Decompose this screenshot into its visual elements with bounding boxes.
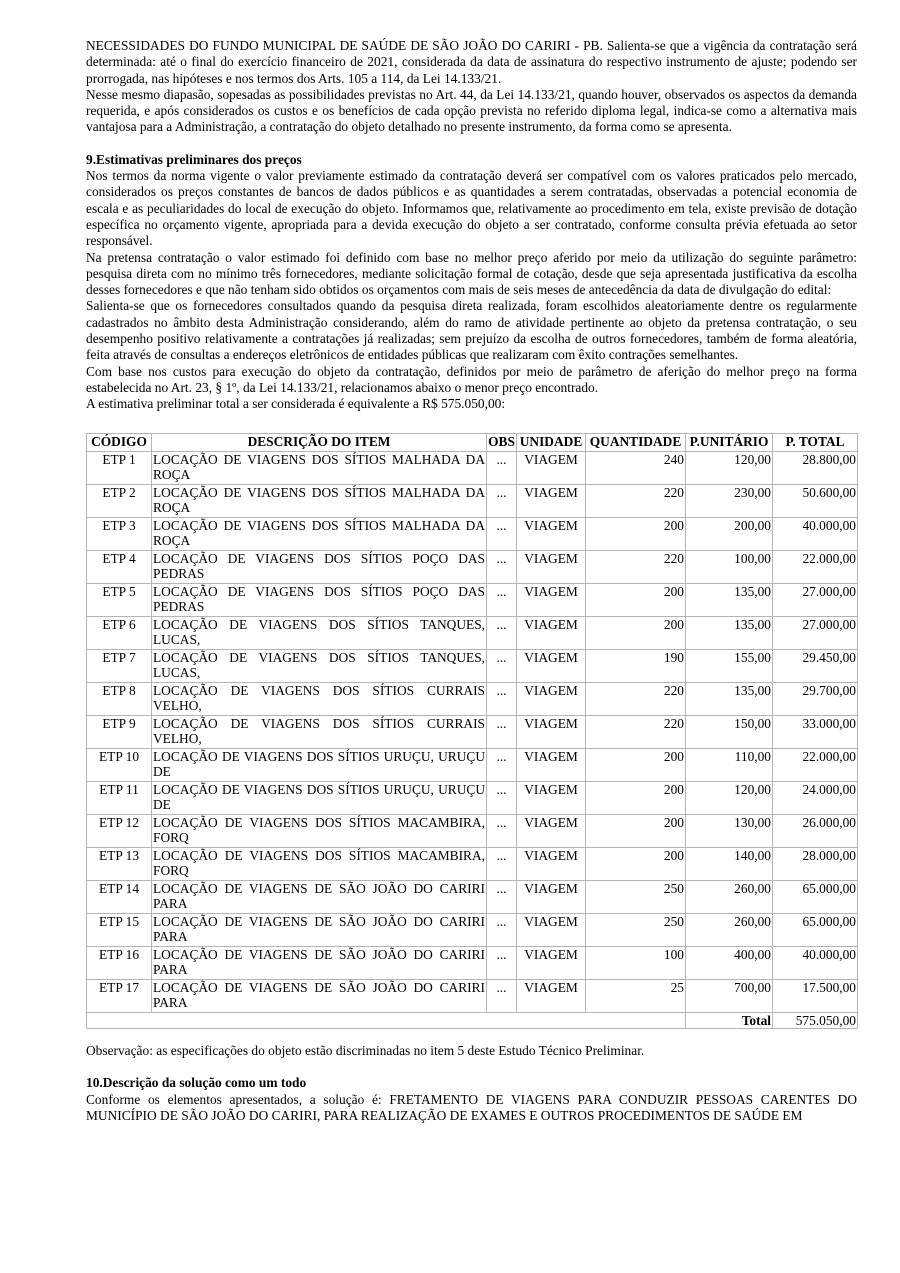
cell-unitario: 120,00	[686, 451, 773, 484]
cell-obs: ...	[487, 946, 517, 979]
cell-quantidade: 250	[586, 880, 686, 913]
table-row	[87, 583, 858, 616]
cell-total: 27.000,00	[773, 583, 858, 616]
cell-descricao: LOCAÇÃO DE VIAGENS DOS SÍTIOS URUÇU, URUÇU DE	[153, 781, 485, 813]
table-header-row	[87, 433, 858, 451]
cell-codigo: ETP 7	[87, 649, 152, 682]
intro-paragraph-1: NECESSIDADES DO FUNDO MUNICIPAL DE SAÚDE DE SÃO JOÃO DO CARIRI - PB. Salienta-se que a vigência da contratação será determinada: até o final do exercício financeiro de 2021, considerada da data de assinatura do respectivo instrumento de ajuste; podendo ser prorrogada, nas hipóteses e nos termos dos Arts. 105 a 114, da Lei 14.133/21.	[86, 38, 857, 86]
cell-unitario: 140,00	[686, 847, 773, 880]
cell-total: 17.500,00	[773, 979, 858, 1012]
table-row	[87, 616, 858, 649]
cell-obs: ...	[487, 715, 517, 748]
table-row	[87, 814, 858, 847]
cell-obs: ...	[487, 847, 517, 880]
cell-quantidade: 220	[586, 682, 686, 715]
cell-obs: ...	[487, 781, 517, 814]
cell-unitario: 100,00	[686, 550, 773, 583]
cell-descricao: LOCAÇÃO DE VIAGENS DE SÃO JOÃO DO CARIRI PARA	[153, 946, 485, 978]
cell-unidade: VIAGEM	[517, 616, 586, 649]
cell-codigo: ETP 3	[87, 517, 152, 550]
cell-quantidade: 250	[586, 913, 686, 946]
total-empty-cell	[87, 1012, 686, 1029]
header-total: P. TOTAL	[773, 433, 858, 451]
cell-codigo: ETP 16	[87, 946, 152, 979]
header-unidade: UNIDADE	[517, 433, 586, 451]
cell-descricao: LOCAÇÃO DE VIAGENS DOS SÍTIOS CURRAIS VELHO,	[153, 682, 485, 714]
observation-note: Observação: as especificações do objeto estão discriminadas no item 5 deste Estudo Técnico Preliminar.	[86, 1043, 645, 1059]
table-total-row	[87, 1012, 858, 1029]
cell-total: 27.000,00	[773, 616, 858, 649]
cell-total: 29.700,00	[773, 682, 858, 715]
cell-unitario: 155,00	[686, 649, 773, 682]
cell-quantidade: 200	[586, 814, 686, 847]
cell-codigo: ETP 4	[87, 550, 152, 583]
cell-quantidade: 200	[586, 847, 686, 880]
cell-total: 50.600,00	[773, 484, 858, 517]
cell-unitario: 135,00	[686, 616, 773, 649]
cell-codigo: ETP 6	[87, 616, 152, 649]
header-codigo: CÓDIGO	[87, 433, 152, 451]
section-9-paragraph-5: A estimativa preliminar total a ser considerada é equivalente a R$ 575.050,00:	[86, 396, 506, 412]
cell-codigo: ETP 15	[87, 913, 152, 946]
cell-codigo: ETP 11	[87, 781, 152, 814]
cell-obs: ...	[487, 979, 517, 1012]
cell-codigo: ETP 9	[87, 715, 152, 748]
cell-unitario: 120,00	[686, 781, 773, 814]
cell-unitario: 400,00	[686, 946, 773, 979]
cell-unidade: VIAGEM	[517, 781, 586, 814]
intro-paragraph-2: Nesse mesmo diapasão, sopesadas as possibilidades previstas no Art. 44, da Lei 14.133/21, quando houver, observados os aspectos da demanda requerida, e após considerados os custos e os benefícios de cada opção prevista no referido diploma legal, indica-se como a alternativa mais vantajosa para a Administração, a contratação do objeto detalhado no presente instrumento, da forma como se apresenta.	[86, 86, 857, 135]
cell-descricao: LOCAÇÃO DE VIAGENS DOS SÍTIOS URUÇU, URUÇU DE	[153, 748, 485, 780]
table-row	[87, 880, 858, 913]
cell-codigo: ETP 17	[87, 979, 152, 1012]
cell-unitario: 230,00	[686, 484, 773, 517]
cell-total: 40.000,00	[773, 517, 858, 550]
document-page	[86, 38, 857, 1124]
cell-descricao: LOCAÇÃO DE VIAGENS DOS SÍTIOS TANQUES, LUCAS,	[153, 616, 485, 648]
cell-descricao: LOCAÇÃO DE VIAGENS DOS SÍTIOS TANQUES, LUCAS,	[153, 649, 485, 681]
cell-descricao: LOCAÇÃO DE VIAGENS DOS SÍTIOS MACAMBIRA, FORQ	[153, 814, 485, 846]
cell-codigo: ETP 12	[87, 814, 152, 847]
cell-total: 65.000,00	[773, 880, 858, 913]
cell-obs: ...	[487, 550, 517, 583]
cell-total: 24.000,00	[773, 781, 858, 814]
cell-unidade: VIAGEM	[517, 451, 586, 484]
cell-quantidade: 190	[586, 649, 686, 682]
cell-obs: ...	[487, 583, 517, 616]
table-row	[87, 715, 858, 748]
cell-unitario: 135,00	[686, 583, 773, 616]
table-row	[87, 979, 858, 1012]
table-body	[87, 451, 858, 1012]
cell-total: 65.000,00	[773, 913, 858, 946]
cell-unitario: 700,00	[686, 979, 773, 1012]
table-row	[87, 913, 858, 946]
cell-unidade: VIAGEM	[517, 517, 586, 550]
cell-descricao: LOCAÇÃO DE VIAGENS DOS SÍTIOS POÇO DAS PEDRAS	[153, 550, 485, 582]
cell-total: 40.000,00	[773, 946, 858, 979]
cell-unitario: 200,00	[686, 517, 773, 550]
cell-codigo: ETP 2	[87, 484, 152, 517]
cell-obs: ...	[487, 451, 517, 484]
table-row	[87, 781, 858, 814]
section-9-heading: 9.Estimativas preliminares dos preços	[86, 151, 302, 167]
section-9-paragraph-3: Salienta-se que os fornecedores consultados quando da pesquisa direta realizada, foram escolhidos aleatoriamente dentre os regularmente cadastrados no âmbito desta Administração considerando, além do ramo de atividade pertinente ao objeto da pretensa contratação, o seu desempenho positivo relativamente a contratações já realizadas; sem prejuízo da escolha de outros fornecedores, também de forma aleatória, feita através de consultas a endereços eletrônicos de entidades públicas que realizaram com êxito contrações semelhantes.	[86, 298, 857, 363]
cell-unidade: VIAGEM	[517, 682, 586, 715]
cell-total: 28.800,00	[773, 451, 858, 484]
cell-unidade: VIAGEM	[517, 649, 586, 682]
cell-quantidade: 25	[586, 979, 686, 1012]
table-row	[87, 946, 858, 979]
cell-unidade: VIAGEM	[517, 748, 586, 781]
cell-quantidade: 220	[586, 484, 686, 517]
header-descricao: DESCRIÇÃO DO ITEM	[152, 433, 487, 451]
cell-unidade: VIAGEM	[517, 913, 586, 946]
cell-total: 29.450,00	[773, 649, 858, 682]
table-row	[87, 451, 858, 484]
cell-descricao: LOCAÇÃO DE VIAGENS DE SÃO JOÃO DO CARIRI PARA	[153, 979, 485, 1011]
header-quantidade: QUANTIDADE	[586, 433, 686, 451]
table-row	[87, 517, 858, 550]
cell-obs: ...	[487, 880, 517, 913]
cell-codigo: ETP 10	[87, 748, 152, 781]
cell-quantidade: 200	[586, 748, 686, 781]
cell-total: 28.000,00	[773, 847, 858, 880]
cell-obs: ...	[487, 748, 517, 781]
cell-quantidade: 220	[586, 715, 686, 748]
cell-descricao: LOCAÇÃO DE VIAGENS DOS SÍTIOS POÇO DAS PEDRAS	[153, 583, 485, 615]
table-row	[87, 682, 858, 715]
section-10-heading: 10.Descrição da solução como um todo	[86, 1075, 307, 1091]
cell-descricao: LOCAÇÃO DE VIAGENS DOS SÍTIOS MACAMBIRA, FORQ	[153, 847, 485, 879]
cell-obs: ...	[487, 616, 517, 649]
cell-obs: ...	[487, 913, 517, 946]
total-value: 575.050,00	[773, 1012, 858, 1029]
cell-unidade: VIAGEM	[517, 880, 586, 913]
table-row	[87, 484, 858, 517]
cell-descricao: LOCAÇÃO DE VIAGENS DE SÃO JOÃO DO CARIRI PARA	[153, 913, 485, 945]
cell-unidade: VIAGEM	[517, 484, 586, 517]
cell-unidade: VIAGEM	[517, 550, 586, 583]
cell-quantidade: 200	[586, 517, 686, 550]
cell-unidade: VIAGEM	[517, 715, 586, 748]
cell-codigo: ETP 14	[87, 880, 152, 913]
table-row	[87, 748, 858, 781]
header-obs: OBS	[487, 433, 517, 451]
cell-quantidade: 100	[586, 946, 686, 979]
cell-codigo: ETP 8	[87, 682, 152, 715]
cell-quantidade: 200	[586, 616, 686, 649]
cell-unitario: 130,00	[686, 814, 773, 847]
cell-descricao: LOCAÇÃO DE VIAGENS DOS SÍTIOS MALHADA DA ROÇA	[153, 484, 485, 516]
cell-unidade: VIAGEM	[517, 583, 586, 616]
cell-total: 22.000,00	[773, 550, 858, 583]
cell-total: 22.000,00	[773, 748, 858, 781]
cell-unitario: 110,00	[686, 748, 773, 781]
price-estimate-table	[86, 433, 858, 1030]
cell-total: 26.000,00	[773, 814, 858, 847]
header-unitario: P.UNITÁRIO	[686, 433, 773, 451]
cell-obs: ...	[487, 517, 517, 550]
cell-obs: ...	[487, 649, 517, 682]
cell-descricao: LOCAÇÃO DE VIAGENS DOS SÍTIOS MALHADA DA ROÇA	[153, 451, 485, 483]
section-9-paragraph-2: Na pretensa contratação o valor estimado foi definido com base no melhor preço aferido por meio da utilização do seguinte parâmetro: pesquisa direta com no mínimo três fornecedores, mediante solicitação formal de cotação, desde que seja apresentada justificativa da escolha desses fornecedores e que não tenham sido obtidos os orçamentos com mais de seis meses de antecedência da data de divulgação do edital:	[86, 249, 857, 298]
cell-descricao: LOCAÇÃO DE VIAGENS DOS SÍTIOS MALHADA DA ROÇA	[153, 517, 485, 549]
cell-unidade: VIAGEM	[517, 946, 586, 979]
section-9-paragraph-1: Nos termos da norma vigente o valor previamente estimado da contratação deverá ser compatível com os valores praticados pelo mercado, considerados os preços constantes de bancos de dados públicos e as quantidades a serem contratadas, observadas a potencial economia de escala e as peculiaridades do local de execução do objeto. Informamos que, relativamente ao procedimento em tela, existe previsão de dotação específica no orçamento vigente, apropriada para a devida execução do objeto a ser contratado, conforme consulta prévia efetuada ao setor responsável.	[86, 168, 857, 249]
cell-descricao: LOCAÇÃO DE VIAGENS DOS SÍTIOS CURRAIS VELHO,	[153, 715, 485, 747]
cell-unitario: 260,00	[686, 913, 773, 946]
table-row	[87, 847, 858, 880]
cell-unitario: 150,00	[686, 715, 773, 748]
cell-obs: ...	[487, 484, 517, 517]
table-row	[87, 649, 858, 682]
cell-unitario: 260,00	[686, 880, 773, 913]
cell-quantidade: 200	[586, 583, 686, 616]
cell-unidade: VIAGEM	[517, 979, 586, 1012]
cell-quantidade: 240	[586, 451, 686, 484]
cell-total: 33.000,00	[773, 715, 858, 748]
cell-obs: ...	[487, 682, 517, 715]
table-row	[87, 550, 858, 583]
section-9-paragraph-4: Com base nos custos para execução do objeto da contratação, definidos por meio de parâmetro de aferição do melhor preço na forma estabelecida no Art. 23, § 1º, da Lei 14.133/21, relacionamos abaixo o menor preço encontrado.	[86, 363, 857, 395]
cell-obs: ...	[487, 814, 517, 847]
cell-codigo: ETP 13	[87, 847, 152, 880]
cell-codigo: ETP 1	[87, 451, 152, 484]
cell-unitario: 135,00	[686, 682, 773, 715]
cell-quantidade: 200	[586, 781, 686, 814]
cell-codigo: ETP 5	[87, 583, 152, 616]
section-10-paragraph-1: Conforme os elementos apresentados, a solução é: FRETAMENTO DE VIAGENS PARA CONDUZIR PESSOAS CARENTES DO MUNICÍPIO DE SÃO JOÃO DO CARIRI, PARA REALIZAÇÃO DE EXAMES E OUTROS PROCEDIMENTOS DE SAÚDE EM	[86, 1091, 857, 1123]
total-label: Total	[686, 1012, 773, 1029]
cell-descricao: LOCAÇÃO DE VIAGENS DE SÃO JOÃO DO CARIRI PARA	[153, 880, 485, 912]
cell-unidade: VIAGEM	[517, 814, 586, 847]
cell-quantidade: 220	[586, 550, 686, 583]
cell-unidade: VIAGEM	[517, 847, 586, 880]
